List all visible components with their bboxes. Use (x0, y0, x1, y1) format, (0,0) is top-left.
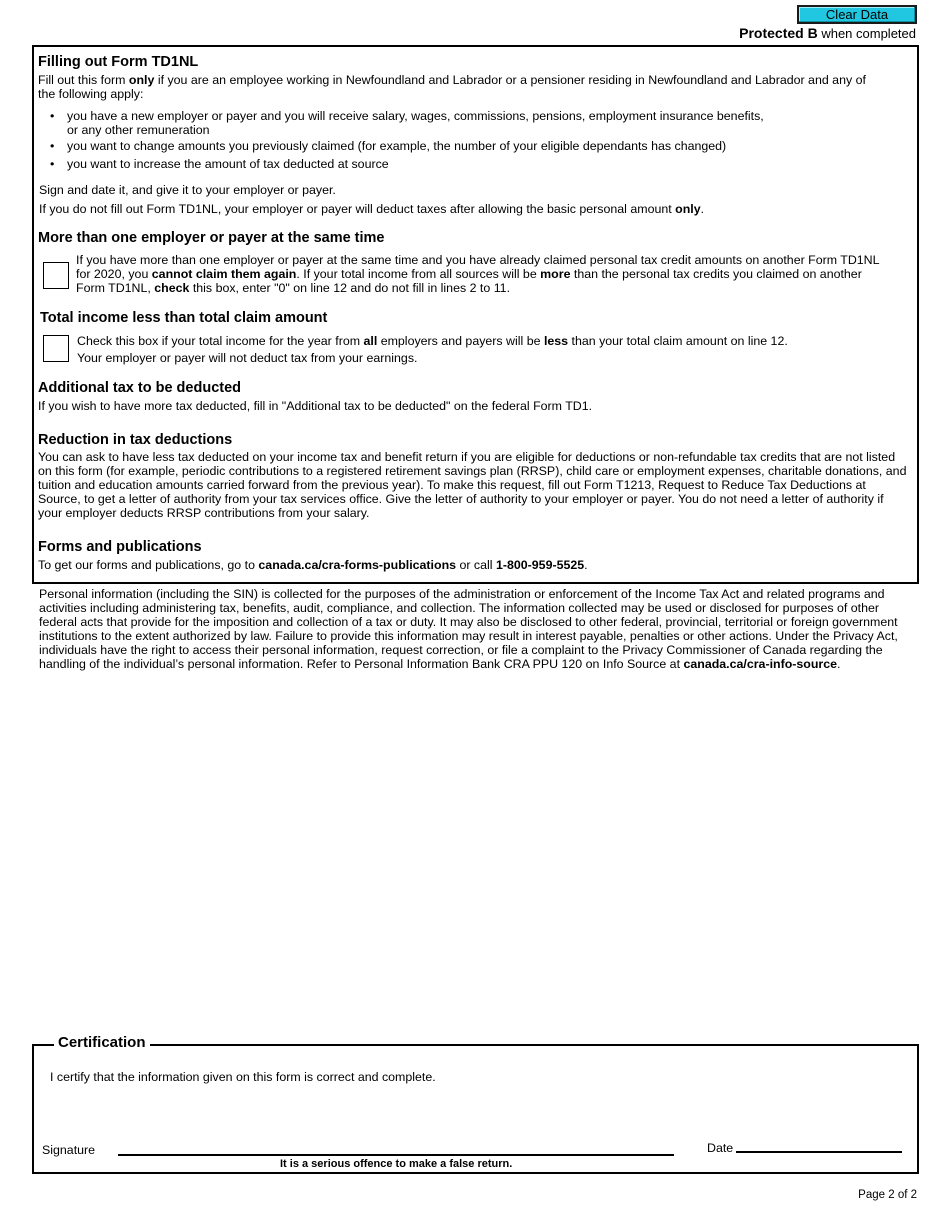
forms-link[interactable]: canada.ca/cra-forms-publications (258, 558, 457, 572)
privacy-notice: Personal information (including the SIN) is collected for the purposes of the administration or enforcement of the Income Tax Act and related programs and activities including administering tax, benefits, audit, compliance, and collection. The information collected may be used or disclosed for purposes of other federal acts that provide for the imposition and collection of a tax or duty. It may also be disclosed to other federal, provincial, territorial or foreign government institutions to the extent authorized by law. Failure to provide this information may result in interest payable, penalties or other actions. Under the Privacy Act, individuals have the right to access their personal information, request correction, or file a complaint to the Privacy Commissioner of Canada regarding the handling of the individual’s personal information. Refer to Personal Information Bank CRA PPU 120 on Info Source at canada.ca/cra-info-source. (39, 587, 898, 671)
date-field[interactable] (736, 1151, 902, 1153)
signature-label: Signature (42, 1143, 96, 1157)
filling-out-title: Filling out Form TD1NL (38, 54, 199, 70)
more-than-one-title: More than one employer or payer at the same time (38, 230, 385, 246)
instructions-box (32, 45, 919, 584)
total-income-checkbox[interactable] (43, 335, 69, 362)
clear-data-button[interactable]: Clear Data (797, 5, 917, 24)
total-income-title: Total income less than total claim amount (40, 310, 328, 326)
protected-b-notice (739, 26, 916, 41)
filling-out-bullets (38, 109, 878, 171)
additional-tax-title: Additional tax to be deducted (38, 380, 242, 396)
phone-number: 1-800-959-5525 (495, 558, 585, 572)
signature-field[interactable] (118, 1154, 674, 1156)
protected-label: Protected B (739, 25, 818, 41)
more-than-one-text: If you have more than one employer or payer at the same time and you have already claimed personal tax credit amounts on another Form TD1NL for 2020, you cannot claim them again. If your total income from all sources will be more than the personal tax credits you claimed on another Form TD1NL, check this box, enter "0" on line 12 and do not fill in lines 2 to 11. (76, 253, 880, 295)
date-label: Date (707, 1141, 734, 1155)
reduction-text: You can ask to have less tax deducted on your income tax and benefit return if you are eligible for deductions or non-refundable tax credits that are not listed on this form (for example, periodic contributions to a registered retirement savings plan (RRSP), child care or employment expenses, charitable donations, and tuition and education amounts carried forward from the previous year). To make this request, fill out Form T1213, Request to Reduce Tax Deductions at Source, to get a letter of authority from your tax services office. Give the letter of authority to your employer or payer. You do not need a letter of authority if your employer deducts RRSP contributions from your salary. (38, 450, 907, 520)
info-source-link[interactable]: canada.ca/cra-info-source (683, 657, 838, 671)
filling-out-intro: Fill out this form only if you are an employee working in Newfoundland and Labrador or a pensioner residing in Newfoundland and Labrador and any of the following apply: (38, 73, 866, 101)
bullet-item: • you want to change amounts you previously claimed (for example, the number of your eligible dependants has changed) (38, 139, 878, 153)
if-not-filled-text: If you do not fill out Form TD1NL, your employer or payer will deduct taxes after allowing the basic personal amount only. (39, 202, 705, 216)
certification-title: Certification (54, 1034, 150, 1052)
protected-suffix: when completed (817, 26, 916, 41)
false-return-warning: It is a serious offence to make a false return. (280, 1158, 513, 1170)
certification-box (32, 1034, 919, 1174)
more-than-one-checkbox[interactable] (43, 262, 69, 289)
reduction-title: Reduction in tax deductions (38, 432, 233, 448)
forms-title: Forms and publications (38, 539, 202, 555)
bullet-item: • you have a new employer or payer and you will receive salary, wages, commissions, pensions, employment insurance benefits, or any other remuneration (38, 109, 878, 137)
bullet-item: • you want to increase the amount of tax deducted at source (38, 157, 878, 171)
sign-date-text: Sign and date it, and give it to your employer or payer. (39, 183, 336, 197)
page-number: Page 2 of 2 (858, 1189, 917, 1201)
total-income-text: Check this box if your total income for the year from all employers and payers will be less than your total claim amount on line 12. (77, 334, 788, 348)
total-income-note: Your employer or payer will not deduct tax from your earnings. (77, 351, 418, 365)
additional-tax-text: If you wish to have more tax deducted, fill in "Additional tax to be deducted" on the federal Form TD1. (38, 399, 593, 413)
certification-statement: I certify that the information given on this form is correct and complete. (50, 1070, 436, 1084)
forms-text: To get our forms and publications, go to canada.ca/cra-forms-publications or call 1-800-959-5525. (38, 558, 588, 572)
